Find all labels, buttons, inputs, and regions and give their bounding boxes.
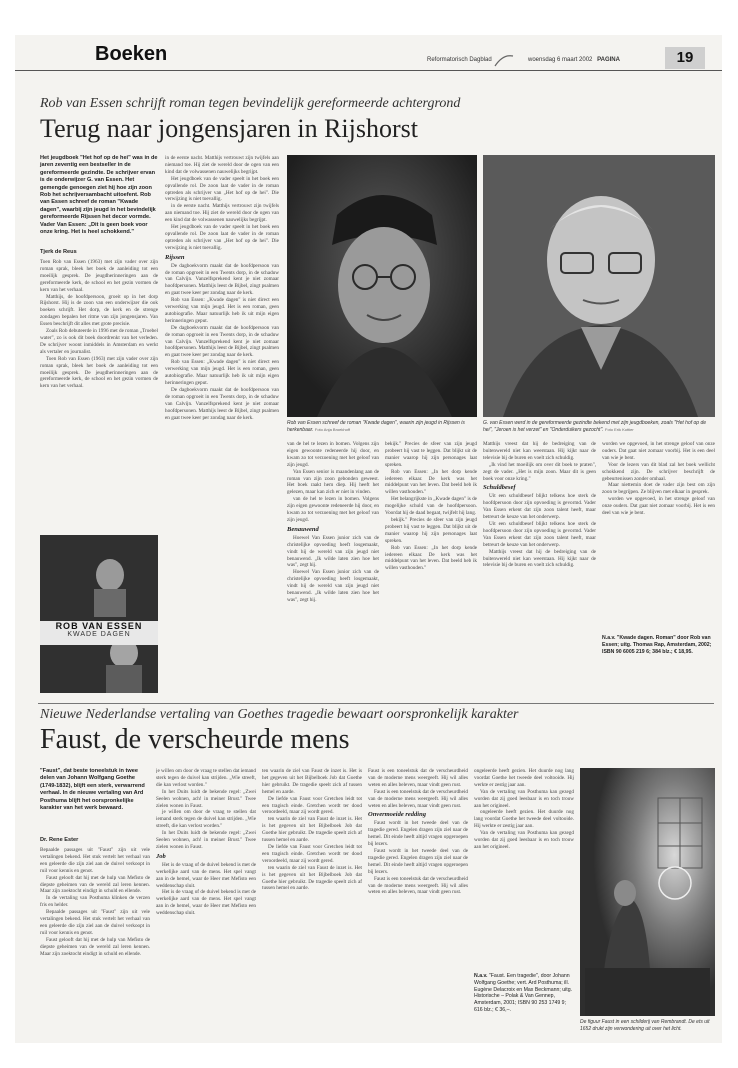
subhead-rijssen: Rijssen [165,253,185,261]
article2-booknote: N.a.v. "Faust. Een tragedie", door Johann Wolfgang Goethe; vert. Ard Posthuma; ill. Eugène Delacroix en Max Beckmann; uitg. Historische – Polak & Van Gennep, Amsterdam, 2001; ISBN 90 253 1749 9; 616 blz.; € 36,–. [474,973,573,1013]
cover-author: ROB VAN ESSEN [55,621,143,631]
article1-byline: Tjerk de Reus [40,249,77,255]
article1-title: Terug naar jongensjaren in Rijshorst [40,114,418,143]
rembrandt-faust-etching [580,768,715,1016]
page-header [15,43,722,71]
cover-title: KWADE DAGEN [67,631,131,638]
book-cover-image [40,535,158,693]
article2-column-4: Faust is een toneelstuk dat de verscheurdheid van de moderne mens weergeeft. Hij wil alles weten en alles beleven, maar vindt geen rust. Faust is een toneelstuk dat de verscheurdheid van de moderne mens weergeeft. Hij wil alles weten en alles beleven, maar vindt geen rust. Onvermoeide redding Faust wordt in het tweede deel van de tragedie gered. Engelen dragen zijn ziel naar de hemel. Dit einde heeft altijd vragen opgeroepen bij lezers. Faust wordt in het tweede deel van de tragedie gered. Engelen dragen zijn ziel naar de hemel. Dit einde heeft altijd vragen opgeroepen bij lezers. Faust is een toneelstuk dat de verscheurdheid van de moderne mens weergeeft. Hij wil alles weten en alles beleven, maar vindt geen rust. [368,768,468,896]
article2-byline: Dr. Rene Ester [40,837,79,843]
article1-column-3: van de hel te lezen in bomen. Volgens zijn eigen gewoonte redeneerde hij door, en kwam zo tot verzoening met het geloof van zijn jeugd. Van Essen senior is maandenlang aan de roman van zijn zoon gebonden geweest. Het boek raakt hem diep. Hij heeft het gelezen, maar kan zich er niet in vinden. van de hel te lezen in bomen. Volgens zijn eigen gewoonte redeneerde hij door, en kwam zo tot verzoening met het geloof van zijn jeugd. Benauwend Hoewel Van Essen junior zich van de christelijke opvoeding heeft losgemaakt, vindt hij de wereld van zijn jeugd niet benauwend. „Ik wilde laten zien hoe het was", zegt hij. Hoewel Van Essen junior zich van de christelijke opvoeding heeft losgemaakt, vindt hij de wereld van zijn jeugd niet benauwend. „Ik wilde laten zien hoe het was", zegt hij. [287,441,379,603]
article1-column-6: worden we opgevoed, in het strenge geloof van onze ouders. Dat gaat niet zomaar voorbij. Het is een deel van wie je bent. Voor de lezers van dit blad zal het boek wellicht schokkend zijn. De schrijver beschrijft de gebeurtenissen zonder omhaal. Maar niettemin doet de vader zijn best om zijn zoon te begrijpen. Ze blijven met elkaar in gesprek. worden we opgevoed, in het strenge geloof van onze ouders. Dat gaat niet zomaar voorbij. Het is een deel van wie je bent. [602,441,715,517]
article2-kicker: Nieuwe Nederlandse vertaling van Goethes tragedie bewaart oorspronkelijk karakter [40,707,519,722]
article1-column-5: Matthijs vreest dat hij de bedreiging van de buitenwereld niet kan weerstaan. Hij kijkt naar de televisie bij de buren en voelt zich schuldig. „Ik vind het moeilijk om over dit boek te praten", zegt de vader. „Het is mijn zoon. Maar dit is geen boek voor onze kring." Schuldbesef Uit een schuldbesef blijkt telkens hoe sterk de hoofdpersoon door zijn opvoeding is gevormd. Vader Van Essen erkent dat zijn zoon talent heeft, maar betreurt de keuze van het onderwerp. Uit een schuldbesef blijkt telkens hoe sterk de hoofdpersoon door zijn opvoeding is gevormd. Vader Van Essen erkent dat zijn zoon talent heeft, maar betreurt de keuze van het onderwerp. Matthijs vreest dat hij de bedreiging van de buitenwereld niet kan weerstaan. Hij kijkt naar de televisie bij de buren en voelt zich schuldig. [483,441,596,569]
article2-photo-caption: De figuur Faust in een schilderij van Rembrandt. De ets uit 1652 drukt zijn verwondering uit over het licht. [580,1019,710,1032]
article2-column-2: je willen om door de vraag te stellen dat iemand sterk tegen de duivel kan strijden. „Wie streeft, die kan verlost worden." In het Duits luidt de bekende regel: „Zwei Seelen wohnen, ach! in meiner Brust." Twee zielen wonen in Faust. je willen om door de vraag te stellen dat iemand sterk tegen de duivel kan strijden. „Wie streeft, die kan verlost worden." In het Duits luidt de bekende regel: „Zwei Seelen wohnen, ach! in meiner Brust." Twee zielen wonen in Faust. Job Het is de vraag of de duivel bekend is met de werkelijke aard van de mens. Het spel vangt aan in de hemel, waar de Heer met Mefisto een weddenschap sluit. Het is de vraag of de duivel bekend is met de werkelijke aard van de mens. Het spel vangt aan in de hemel, waar de Heer met Mefisto een weddenschap sluit. [156,768,256,917]
article1-booknote: N.a.v. "Kwade dagen. Roman" door Rob van Essen; uitg. Thomas Rap, Amsterdam, 2002; ISBN 90 6005 219 6; 384 blz.; € 18,95. [602,635,712,655]
article2-column-5: ongeleerde heeft gezien. Het duurde nog lang voordat Goethe het tweede deel voltooide. Hij werkte er zestig jaar aan. Van de vertaling van Posthuma kan gezegd worden dat zij goed leesbaar is en toch trouw aan het origineel. ongeleerde heeft gezien. Het duurde nog lang voordat Goethe het tweede deel voltooide. Hij werkte er zestig jaar aan. Van de vertaling van Posthuma kan gezegd worden dat zij goed leesbaar is en toch trouw aan het origineel. [474,768,574,850]
article1-column-1: Toen Rob van Essen (1963) met zijn vader over zijn roman sprak, bleek het boek de aanleiding tot een moeilijk gesprek. De jeugdherinneringen aan de gereformeerde kerk, de school en het gezin vormen de kern van het verhaal. Matthijs, de hoofdpersoon, groeit op in het dorp Rijshorst. Hij is de zoon van een onderwijzer die ook boeken schrijft. Het dorp, de kerk en de strenge zondagen bepalen het ritme van zijn jongensjaren. Van Essen beschrijft dit alles met grote precisie. Zoals Rob debuteerde in 1996 met de roman „Troebel water", zo is ook dit boek doordrenkt van het verleden. De schrijver woont inmiddels in Amsterdam en werkt als vertaler en journalist. Toen Rob van Essen (1963) met zijn vader over zijn roman sprak, bleek het boek de aanleiding tot een moeilijk gesprek. De jeugdherinneringen aan de gereformeerde kerk, de school en het gezin vormen de kern van het verhaal. [40,259,158,390]
subhead-benauwend: Benauwend [287,525,319,533]
subhead-onvermoeide-redding: Onvermoeide redding [368,811,426,819]
newspaper-page [15,35,722,1043]
issue-date: woensdag 6 maart 2002 [528,57,593,63]
subhead-job: Job [156,852,166,860]
article1-intro: Het jeugdboek "Het hof op de hei" was in de jaren zeventig een bestseller in de gereformeerde gezindte. De schrijver ervan is de onderwijzer G. van Essen. Het gemengde genoegen ziet hij hoe zijn zoon Rob het schrijversambacht uitoefent. Rob van Essen schreef de roman "Kwade dagen", waarbij zijn jeugd in het bevindelijk gereformeerde Rijssen het decor vormde. Vader Van Essen: „Dit is geen boek voor onze kring. Het is heel schokkend." [40,155,158,236]
photo1-credit: Foto Anja Broekhoff [314,426,350,432]
article2-column-3: ten waarin de ziel van Faust de inzet is. Het is het gegeven uit het Bijbelboek Job dat Goethe hier gebruikt. De tragedie speelt zich af tussen hemel en aarde. De liefde van Faust voor Gretchen leidt tot een tragisch einde. Gretchen wordt ter dood veroordeeld, maar zij wordt gered. ten waarin de ziel van Faust de inzet is. Het is het gegeven uit het Bijbelboek Job dat Goethe hier gebruikt. De tragedie speelt zich af tussen hemel en aarde. De liefde van Faust voor Gretchen leidt tot een tragisch einde. Gretchen wordt ter dood veroordeeld, maar zij wordt gered. ten waarin de ziel van Faust de inzet is. Het is het gegeven uit het Bijbelboek Job dat Goethe hier gebruikt. De tragedie speelt zich af tussen hemel en aarde. [262,768,362,892]
article1-column-4: bekijk." Precies de sfeer van zijn jeugd probeert hij vast te leggen. Dat blijkt uit de manier waarop hij zijn personages laat spreken. Rob van Essen: „In het dorp kende iedereen elkaar. De kerk was het middelpunt van het leven. Dat beeld heb ik willen vasthouden." Het belangrijkste in „Kwade dagen" is de mogelijke schuld van de hoofdpersoon. Voordat hij de daad begaat, twijfelt hij lang. bekijk." Precies de sfeer van zijn jeugd probeert hij vast te leggen. Dat blijkt uit de manier waarop hij zijn personages laat spreken. Rob van Essen: „In het dorp kende iedereen elkaar. De kerk was het middelpunt van het leven. Dat beeld heb ik willen vasthouden." [385,441,477,572]
section-title: Boeken [95,43,168,65]
photo2-caption: G. van Essen werd in de gereformeerde gezindte bekend met zijn jeugdboeken, zoals "Het hof op de hei", "Jeroen is het verzet" en "Onderduikers gezocht". [483,420,707,433]
article2-column-1: Bepaalde passages uit "Faust" zijn uit vele vertalingen bekend. Het stuk vertelt het verhaal van een geleerde die zijn ziel aan de duivel verkoopt in ruil voor kennis en genot. Faust gelooft dat hij met de hulp van Mefisto de diepste geheimen van de wereld zal leren kennen. Maar zijn zoektocht eindigt in schuld en ellende. In de vertaling van Posthuma klinken de verzen fris en helder. Bepaalde passages uit "Faust" zijn uit vele vertalingen bekend. Het stuk vertelt het verhaal van een geleerde die zijn ziel aan de duivel verkoopt in ruil voor kennis en genot. Faust gelooft dat hij met de hulp van Mefisto de diepste geheimen van de wereld zal leren kennen. Maar zijn zoektocht eindigt in schuld en ellende. [40,847,150,957]
article1-column-2: in de eerste nacht. Matthijs vertrouwt zijn twijfels aan niemand toe. Hij ziet de wereld door de ogen van een kind dat de volwassenen nauwelijks begrijpt. Het jeugdboek van de vader speelt in het boek een opvallende rol. De zoon laat de vader in de roman optreden als schrijver van „Het hof op de hei". Die verwijzing is niet toevallig. in de eerste nacht. Matthijs vertrouwt zijn twijfels aan niemand toe. Hij ziet de wereld door de ogen van een kind dat de volwassenen nauwelijks begrijpt. Het jeugdboek van de vader speelt in het boek een opvallende rol. De zoon laat de vader in de roman optreden als schrijver van „Het hof op de hei". Die verwijzing is niet toevallig. Rijssen De dagboekvorm maakt dat de hoofdpersoon van de roman opgroeit in een Twents dorp, in de schaduw van Calvijn. Vanzelfsprekend kent je niet zomaar hoofdpersonen. Matthijs leest de Bijbel, zingt psalmen en gaat twee keer per zondag naar de kerk. Rob van Essen: „Kwade dagen" is niet direct een verwerking van mijn jeugd. Het is een roman, geen autobiografie. Maar natuurlijk heb ik uit mijn eigen herinneringen geput. De dagboekvorm maakt dat de hoofdpersoon van de roman opgroeit in een Twents dorp, in de schaduw van Calvijn. Vanzelfsprekend kent je niet zomaar hoofdpersonen. Matthijs leest de Bijbel, zingt psalmen en gaat twee keer per zondag naar de kerk. Rob van Essen: „Kwade dagen" is niet direct een verwerking van mijn jeugd. Het is een roman, geen autobiografie. Maar natuurlijk heb ik uit mijn eigen herinneringen geput. De dagboekvorm maakt dat de hoofdpersoon van de roman opgroeit in een Twents dorp, in de schaduw van Calvijn. Vanzelfsprekend kent je niet zomaar hoofdpersonen. Matthijs leest de Bijbel, zingt psalmen en gaat twee keer per zondag naar de kerk. [165,155,279,421]
photo-rob-van-essen [287,155,477,417]
article2-intro: "Faust", dat beste toneelstuk in twee delen van Johann Wolfgang Goethe (1749-1832), blijft een sterk, verwarrend verhaal. In de nieuwe vertaling van Ard Posthuma blijft het oorspronkelijke karakter van het werk bewaard. [40,768,145,812]
subhead-schuldbesef: Schuldbesef [483,484,516,492]
newspaper-name: Reformatorisch Dagblad [427,57,492,63]
photo-g-van-essen [483,155,715,417]
page-label: PAGINA [597,57,620,63]
page-number: 19 [665,47,705,69]
article-divider [38,703,714,704]
photo2-credit: Foto Erik Kottier [605,426,634,432]
photo1-caption: Rob van Essen schreef de roman "Kwade dagen", waarin zijn jeugd in Rijssen is herkenbaar. [287,420,465,433]
article2-title: Faust, de verscheurde mens [40,724,350,755]
article1-kicker: Rob van Essen schrijft roman tegen bevindelijk gereformeerde achtergrond [40,96,461,111]
swoosh-icon [493,52,515,68]
